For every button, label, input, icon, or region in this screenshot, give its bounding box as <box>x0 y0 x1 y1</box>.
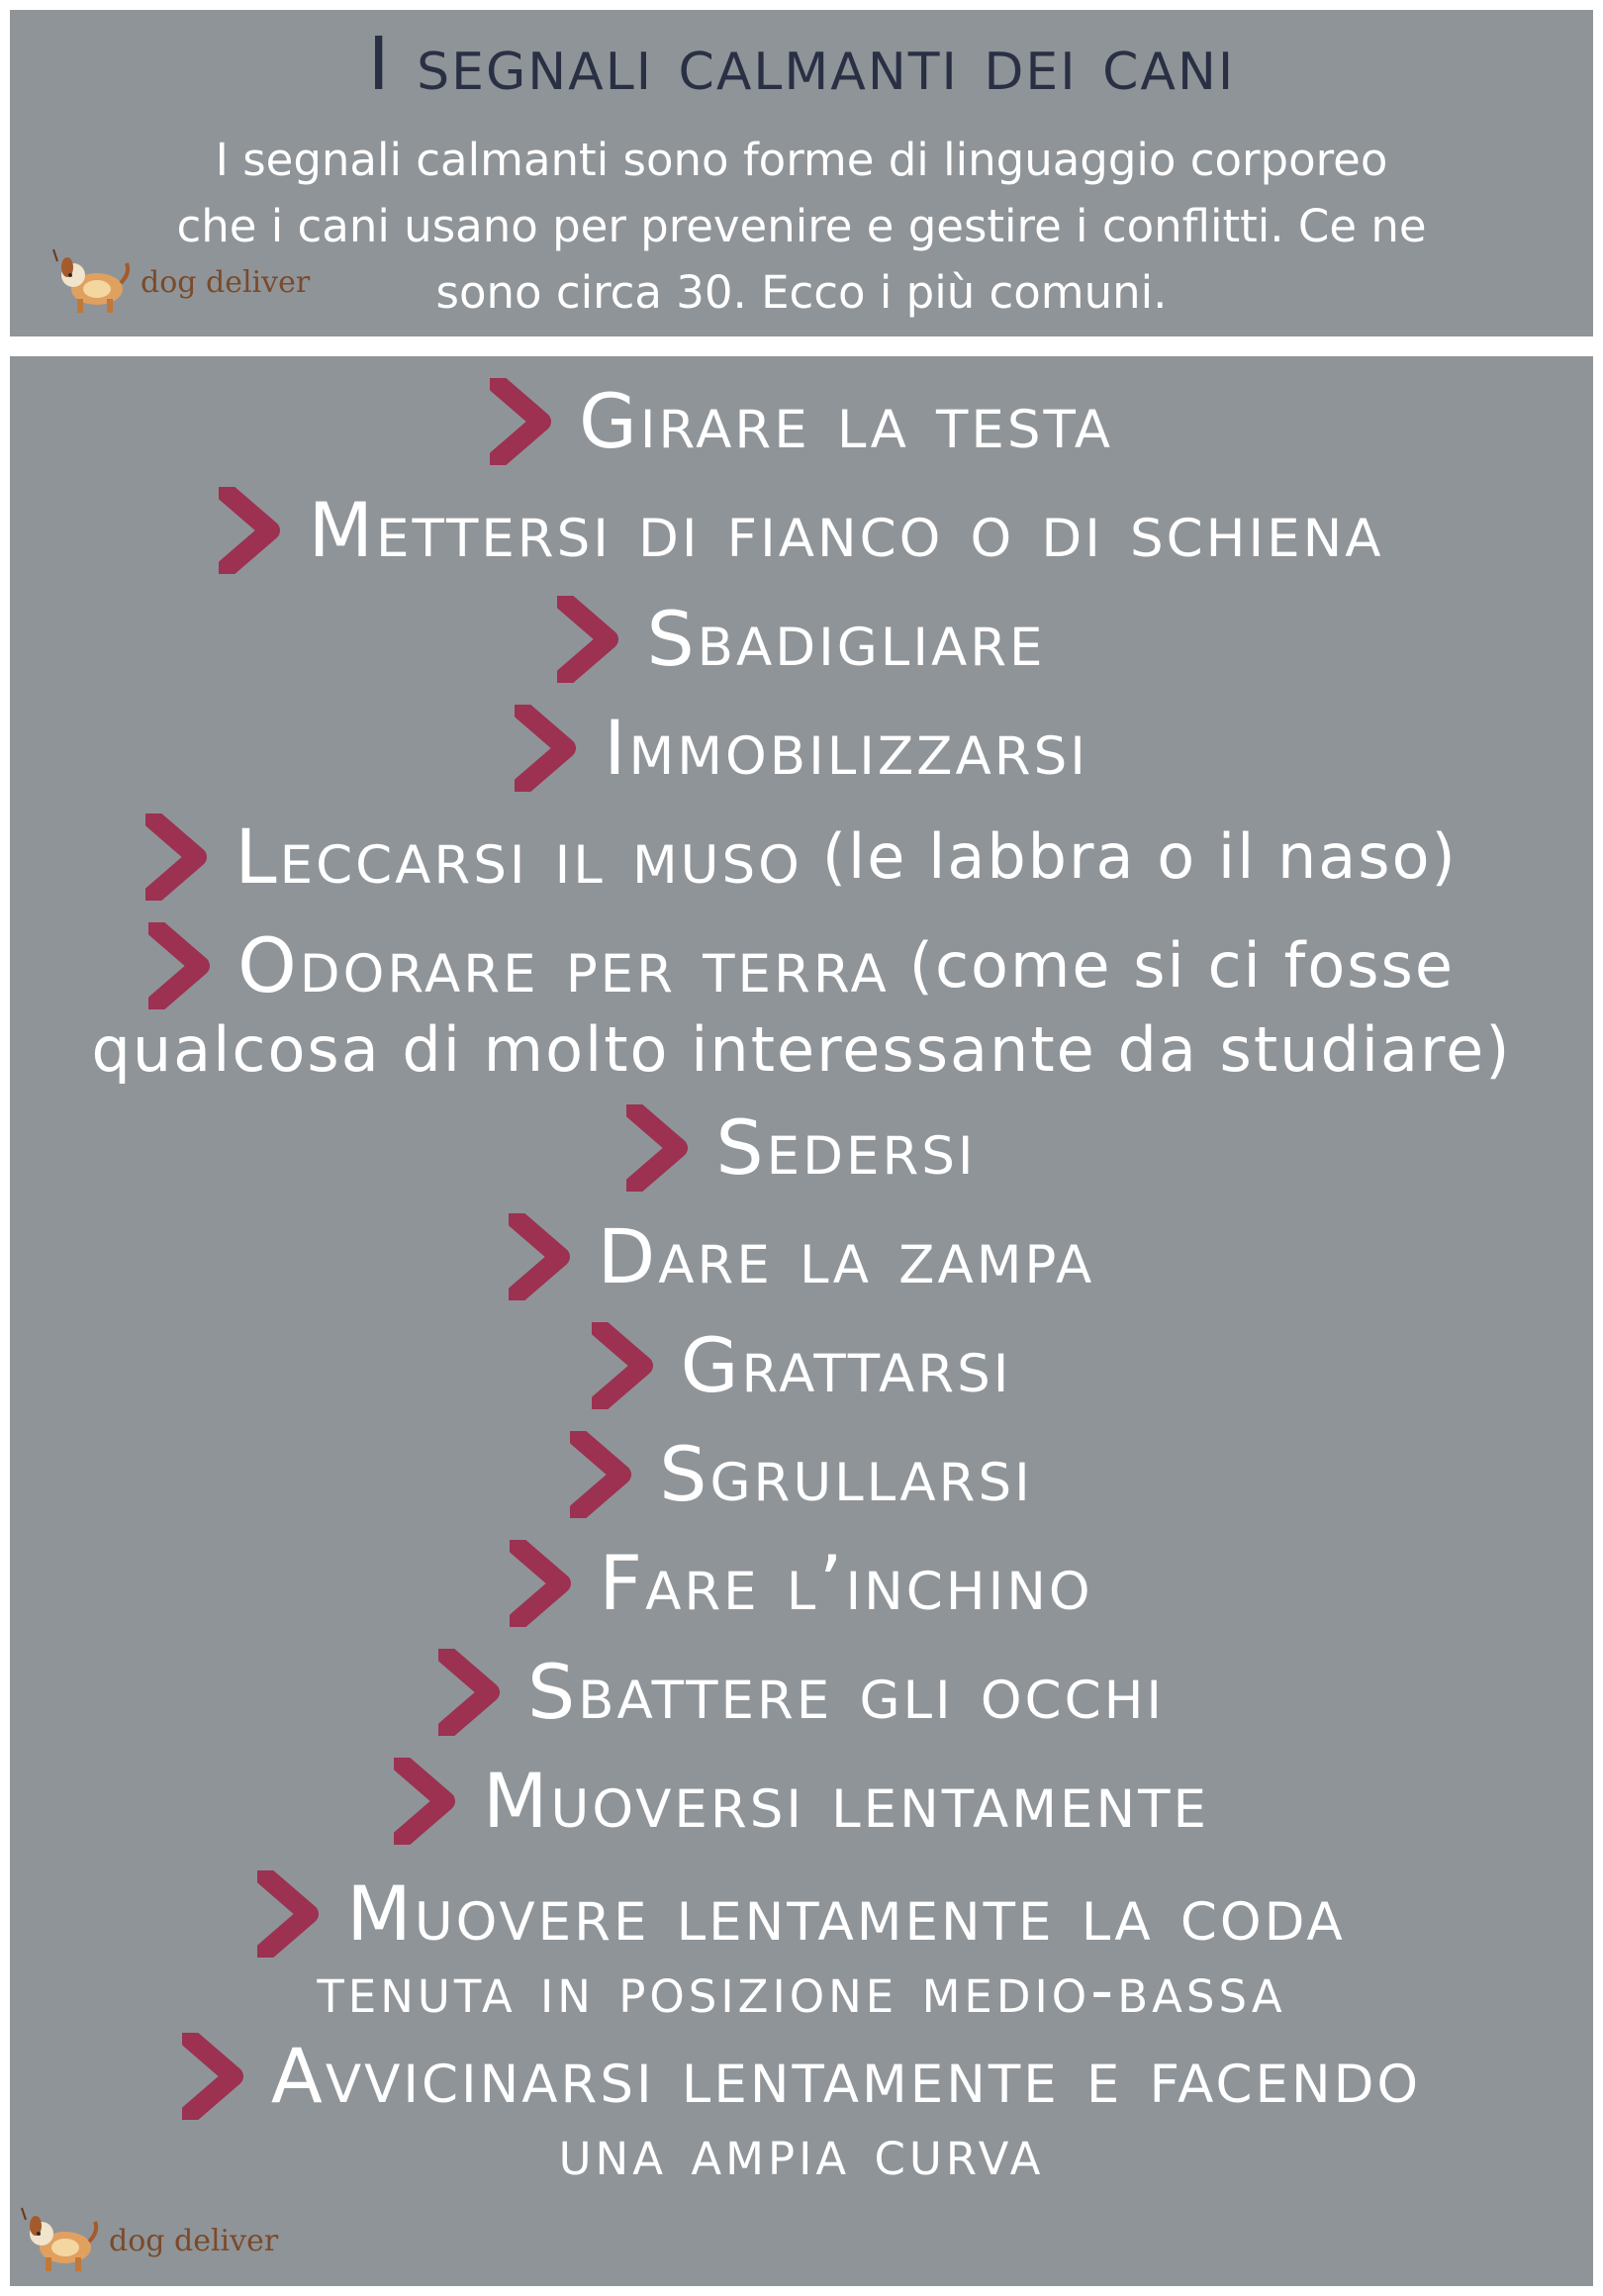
logo-text: dog deliver <box>109 2223 279 2258</box>
item-label: Dare la zampa <box>597 1212 1095 1300</box>
item-label: Sbadigliare <box>646 595 1046 683</box>
chevron-right-icon <box>438 1649 500 1736</box>
chevron-right-icon <box>626 1104 688 1192</box>
item-label: Immobilizzarsi <box>604 704 1088 792</box>
logo <box>16 2202 278 2279</box>
item-label: Muoversi lentamente <box>482 1757 1210 1845</box>
list-item <box>10 921 1593 1086</box>
item-label: Sbattere gli occhi <box>526 1648 1166 1736</box>
dog-icon <box>16 2202 103 2279</box>
item-label: Avvicinarsi lentamente e facendo <box>270 2032 1422 2120</box>
subtitle-line: I segnali calmanti sono forme di linguaggio corporeo <box>215 134 1388 186</box>
list-item <box>10 1104 1593 1196</box>
item-label: Fare l’inchino <box>599 1539 1093 1627</box>
list-item <box>10 1431 1593 1522</box>
chevron-right-icon <box>257 1870 319 1958</box>
chevron-right-icon <box>490 378 551 465</box>
chevron-right-icon <box>182 2033 243 2120</box>
list-item <box>10 487 1593 578</box>
chevron-right-icon <box>570 1431 631 1518</box>
list-item <box>10 1758 1593 1849</box>
item-label: Sgrullarsi <box>659 1430 1033 1518</box>
list-item <box>10 813 1593 905</box>
dog-icon <box>47 243 135 321</box>
chevron-right-icon <box>557 596 618 683</box>
list-item <box>10 1649 1593 1740</box>
list-item <box>10 1213 1593 1304</box>
logo-text: dog deliver <box>141 264 311 300</box>
item-label: Leccarsi il muso <box>235 813 802 901</box>
list-item <box>10 378 1593 469</box>
list-item <box>10 1869 1593 2028</box>
item-note: (come si ci fosse <box>908 929 1456 1002</box>
signals-list <box>10 356 1593 2286</box>
list-item <box>10 2032 1593 2190</box>
page-title: I segnali calmanti dei cani <box>367 22 1236 107</box>
list-item <box>10 596 1593 687</box>
chevron-right-icon <box>219 487 280 574</box>
list-item <box>10 705 1593 796</box>
chevron-right-icon <box>394 1758 455 1845</box>
item-note: (le labbra o il naso) <box>821 820 1458 893</box>
item-label: Odorare per terra <box>236 921 890 1009</box>
item-label: Girare la testa <box>578 377 1114 465</box>
chevron-right-icon <box>515 705 576 792</box>
item-label: Muovere lentamente la coda <box>346 1869 1346 1958</box>
chevron-right-icon <box>592 1322 653 1409</box>
item-label: Sedersi <box>715 1103 977 1192</box>
chevron-right-icon <box>510 1540 571 1627</box>
item-label: Grattarsi <box>680 1321 1012 1409</box>
list-item <box>10 1322 1593 1413</box>
subtitle-line: sono circa 30. Ecco i più comuni. <box>435 266 1168 319</box>
subtitle-line: che i cani usano per prevenire e gestire i conflitti. Ce ne <box>176 200 1427 252</box>
item-continuation: una ampia curva <box>558 2117 1045 2190</box>
chevron-right-icon <box>509 1213 570 1300</box>
logo <box>47 243 310 321</box>
item-label: Mettersi di fianco o di schiena <box>308 486 1384 574</box>
chevron-right-icon <box>145 813 207 901</box>
list-item <box>10 1540 1593 1631</box>
item-continuation: tenuta in posizione medio-bassa <box>317 1955 1286 2028</box>
chevron-right-icon <box>148 922 210 1009</box>
item-continuation: qualcosa di molto interessante da studiare) <box>91 1013 1512 1086</box>
